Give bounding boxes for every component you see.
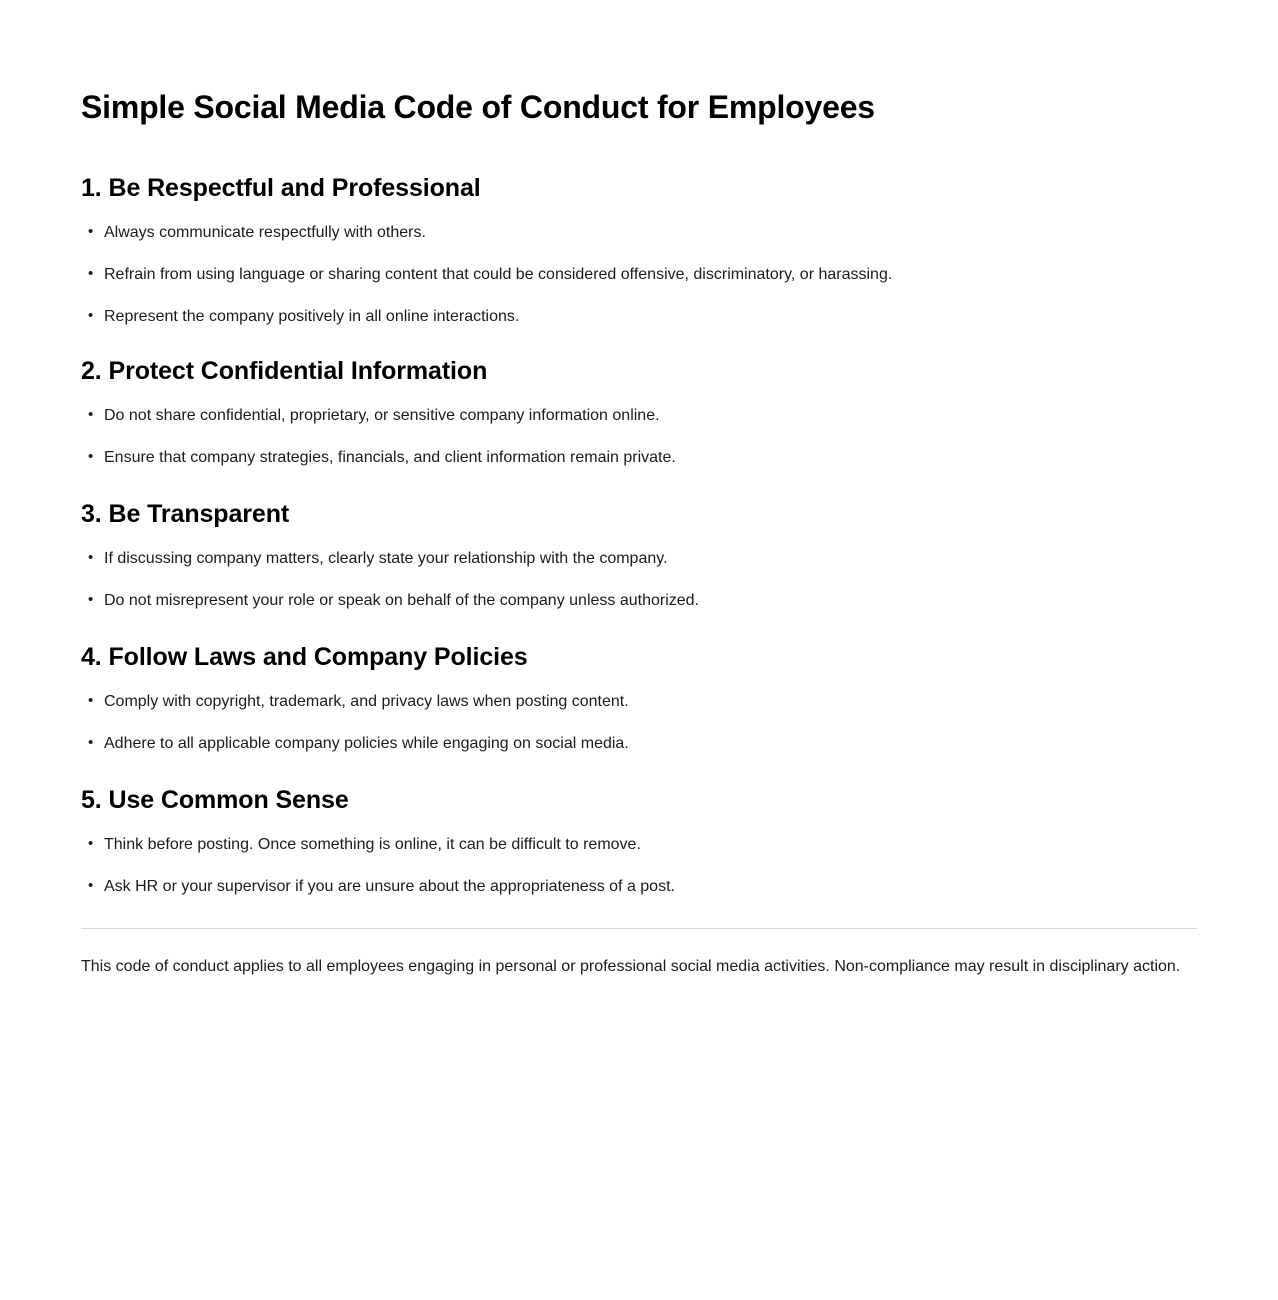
section-be-transparent	[81, 499, 1197, 611]
section-be-respectful-and-professional	[81, 173, 1197, 327]
list-item: • If discussing company matters, clearly state your relationship with the company.	[81, 549, 1197, 569]
section-heading: 5. Use Common Sense	[81, 786, 349, 814]
list-item: • Ask HR or your supervisor if you are unsure about the appropriateness of a post.	[81, 877, 1197, 897]
section-bullet-list	[81, 406, 1197, 468]
footer-note: This code of conduct applies to all employees engaging in personal or professional social media activities. Non-compliance may result in disciplinary action.	[81, 958, 1181, 975]
section-bullet-list	[81, 549, 1197, 611]
list-item: • Think before posting. Once something is online, it can be difficult to remove.	[81, 835, 1197, 855]
list-item: • Refrain from using language or sharing content that could be considered offensive, discriminatory, or harassing.	[81, 265, 1197, 285]
list-item: • Represent the company positively in all online interactions.	[81, 307, 1197, 327]
section-heading: 1. Be Respectful and Professional	[81, 174, 481, 202]
section-bullet-list	[81, 835, 1197, 897]
page-title: Simple Social Media Code of Conduct for Employees	[81, 89, 875, 125]
list-item: • Ensure that company strategies, financials, and client information remain private.	[81, 448, 1197, 468]
section-heading: 4. Follow Laws and Company Policies	[81, 643, 528, 671]
section-bullet-list	[81, 692, 1197, 754]
section-heading: 3. Be Transparent	[81, 500, 290, 528]
footer-divider	[81, 928, 1197, 929]
list-item: • Comply with copyright, trademark, and privacy laws when posting content.	[81, 692, 1197, 712]
list-item: • Do not share confidential, proprietary, or sensitive company information online.	[81, 406, 1197, 426]
list-item: • Always communicate respectfully with others.	[81, 223, 1197, 243]
list-item: • Adhere to all applicable company policies while engaging on social media.	[81, 734, 1197, 754]
section-bullet-list	[81, 223, 1197, 327]
section-heading: 2. Protect Confidential Information	[81, 357, 488, 385]
section-use-common-sense	[81, 785, 1197, 897]
section-follow-laws-and-company-policies	[81, 642, 1197, 754]
list-item: • Do not misrepresent your role or speak on behalf of the company unless authorized.	[81, 591, 1197, 611]
section-protect-confidential-information	[81, 356, 1197, 468]
